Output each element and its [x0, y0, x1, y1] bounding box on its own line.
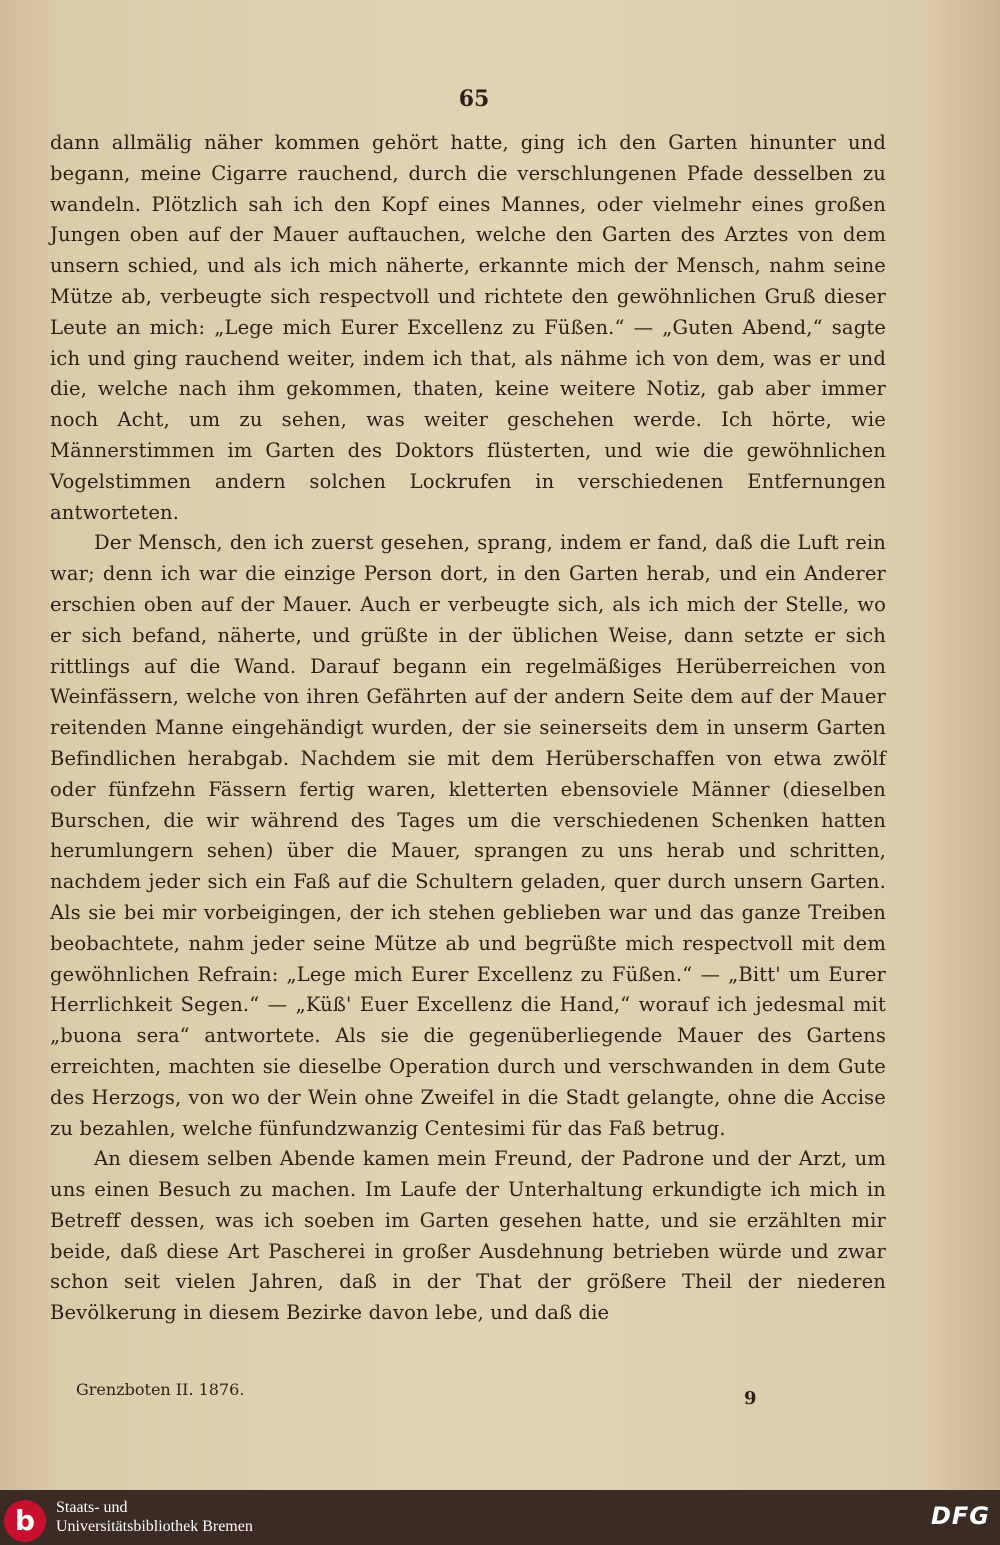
- institution-line-2: Universitätsbibliothek Bremen: [56, 1518, 253, 1535]
- library-logo-letter: b: [14, 1504, 36, 1537]
- library-logo-icon[interactable]: [4, 1500, 46, 1542]
- dfg-logo[interactable]: DFG: [930, 1502, 990, 1530]
- library-footer-bar: [0, 1490, 1000, 1545]
- page-number: 65: [458, 86, 490, 112]
- paragraph-2: Der Mensch, den ich zuerst gesehen, sprang, indem er fand, daß die Luft rein war; denn ich war die einzige Person dort, in den Garten herab, und ein Anderer erschien oben auf der Mauer. Auch er verbeugte sich, als ich mich der Stelle, wo er sich befand, näherte, und grüßte in der üblichen Weise, dann setzte er sich rittlings auf die Wand. Darauf begann ein regelmäßiges Herüberreichen von Weinfässern, welche von ihren Gefährten auf der andern Seite dem auf der Mauer reitenden Manne eingehändigt wurden, der sie seinerseits dem in unserm Garten Befindlichen herabgab. Nachdem sie mit dem Herüberschaffen von etwa zwölf oder fünfzehn Fässern fertig waren, kletterten ebensoviele Männer (dieselben Burschen, die wir während des Tages um die verschiedenen Schenken hatten herumlungern sehen) über die Mauer, sprangen zu uns herab und schritten, nachdem jeder sich ein Faß auf die Schultern geladen, quer durch unsern Garten. Als sie bei mir vorbeigingen, der ich stehen geblieben war und das ganze Treiben beobachtete, nahm jeder seine Mütze ab und begrüßte mich respectvoll mit dem gewöhnlichen Refrain: „Lege mich Eurer Excellenz zu Füßen.“ — „Bitt' um Eurer Herrlichkeit Segen.“ — „Küß' Euer Excellenz die Hand,“ worauf ich jedesmal mit „buona sera“ antwortete. Als sie die gegenüberliegende Mauer des Gartens erreichten, machten sie dieselbe Operation durch und verschwanden in dem Gute des Herzogs, von wo der Wein ohne Zweifel in die Stadt gelangte, ohne die Accise zu bezahlen, welche fünfundzwanzig Centesimi für das Faß betrug.: [50, 531, 886, 1140]
- sheet-number: 9: [744, 1388, 757, 1409]
- signature-line: Grenzboten II. 1876.: [76, 1380, 245, 1399]
- institution-name[interactable]: [56, 1498, 253, 1536]
- body-text: [50, 128, 886, 1329]
- institution-line-1: Staats- und: [56, 1499, 128, 1516]
- paragraph-1: dann allmälig näher kommen gehört hatte, ging ich den Garten hinunter und begann, meine Cigarre rauchend, durch die verschlungenen Pfade desselben zu wandeln. Plötzlich sah ich den Kopf eines Mannes, oder vielmehr eines großen Jungen oben auf der Mauer auftauchen, welche den Garten des Arztes von dem unsern schied, und als ich mich näherte, erkannte mich der Mensch, nahm seine Mütze ab, verbeugte sich respectvoll und richtete den gewöhnlichen Gruß dieser Leute an mich: „Lege mich Eurer Excellenz zu Füßen.“ — „Guten Abend,“ sagte ich und ging rauchend weiter, indem ich that, als nähme ich von dem, was er und die, welche nach ihm gekommen, thaten, keine weitere Notiz, gab aber immer noch Acht, um zu sehen, was weiter geschehen werde. Ich hörte, wie Männerstimmen im Garten des Doktors flüsterten, und wie die gewöhnlichen Vogelstimmen andern solchen Lockrufen in verschiedenen Entfernungen antworteten.: [50, 131, 886, 524]
- paragraph-3: An diesem selben Abende kamen mein Freund, der Padrone und der Arzt, um uns einen Besuch zu machen. Im Laufe der Unterhaltung erkundigte ich mich in Betreff dessen, was ich soeben im Garten gesehen hatte, und sie erzählten mir beide, daß diese Art Pascherei in großer Ausdehnung betrieben würde und zwar schon seit vielen Jahren, daß in der That der größere Theil der niederen Bevölkerung in diesem Bezirke davon lebe, und daß die: [50, 1147, 886, 1325]
